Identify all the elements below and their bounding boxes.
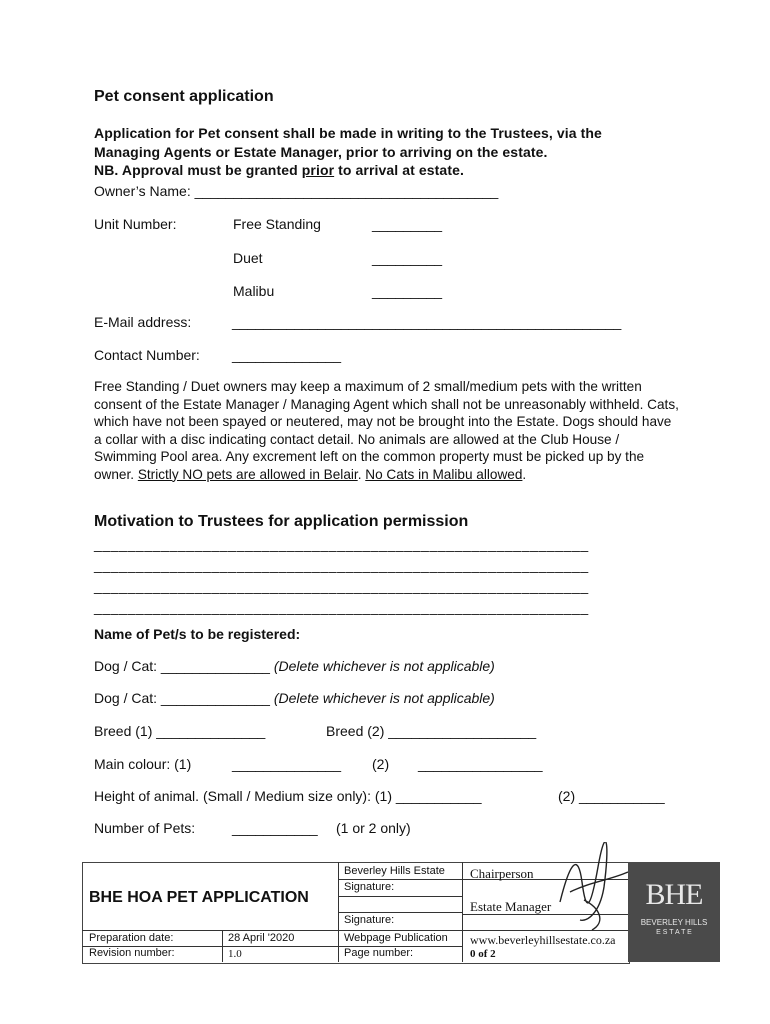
footer-prep-date-label: Preparation date: — [89, 932, 174, 944]
pet-2-blank[interactable]: ______________ — [160, 690, 270, 706]
motivation-line-3[interactable]: ___________________________________________________________ — [94, 578, 589, 594]
main-colour-2-label: (2) — [372, 756, 390, 772]
page-title: Pet consent application — [94, 88, 274, 105]
intro-nb-text: NB. Approval must be granted — [94, 162, 302, 178]
footer-estate-name: Beverley Hills Estate — [344, 865, 445, 877]
intro-prior-word: prior — [301, 162, 335, 178]
intro-line-1: Application for Pet consent shall be made in writing to the Trustees, via the — [94, 125, 602, 141]
breed-1-field[interactable]: Breed (1) ______________ — [94, 723, 266, 739]
unit-number-label: Unit Number: — [94, 216, 177, 232]
email-blank[interactable]: __________________________________________________ — [232, 314, 622, 330]
pet-1-row — [94, 658, 495, 674]
intro-nb-end: to arrival at estate. — [334, 162, 464, 178]
motivation-line-4[interactable]: ___________________________________________________________ — [94, 599, 589, 615]
pet-1-note: (Delete whichever is not applicable) — [273, 658, 495, 674]
footer-page-label: Page number: — [344, 947, 414, 959]
footer-page-value: 0 of 2 — [470, 948, 496, 960]
unit-option-free-standing: Free Standing — [233, 216, 321, 232]
footer-divider-2 — [462, 862, 463, 962]
logo-text-2: E S T A T E — [656, 929, 692, 936]
unit-option-malibu: Malibu — [233, 283, 275, 299]
logo-text-1: BEVERLEY HILLS — [640, 918, 708, 927]
footer-revision-value: 1.0 — [228, 948, 242, 960]
footer-signature-1-label: Signature: — [344, 881, 395, 893]
intro-line-2: Managing Agents or Estate Manager, prior to arriving on the estate. — [94, 144, 548, 160]
owner-name-label: Owner’s Name: — [94, 183, 191, 199]
email-label: E-Mail address: — [94, 314, 192, 330]
rules-end: . — [522, 466, 527, 482]
rules-sep: . — [357, 466, 366, 482]
intro-line-3 — [94, 161, 464, 180]
footer-app-title: BHE HOA PET APPLICATION — [89, 889, 309, 906]
contact-number-blank[interactable]: ______________ — [232, 347, 342, 363]
footer-estate-manager: Estate Manager — [470, 899, 552, 914]
logo-mark: BHE — [645, 878, 703, 911]
height-field[interactable]: Height of animal. (Small / Medium size only): (1) ___________ — [94, 788, 482, 804]
footer-signature-2-label: Signature: — [344, 914, 395, 926]
number-of-pets-note: (1 or 2 only) — [336, 820, 411, 836]
main-colour-label: Main colour: (1) — [94, 756, 192, 772]
breed-2-field[interactable]: Breed (2) ___________________ — [326, 723, 537, 739]
footer-revision-label: Revision number: — [89, 947, 175, 959]
main-colour-2-blank[interactable]: ________________ — [418, 756, 543, 772]
pet-1-label: Dog / Cat: — [94, 658, 158, 674]
footer-hline-4 — [338, 896, 462, 897]
signature-scribble — [540, 842, 630, 934]
motivation-line-1[interactable]: ___________________________________________________________ — [94, 536, 589, 552]
pet-2-note: (Delete whichever is not applicable) — [273, 690, 495, 706]
pet-2-label: Dog / Cat: — [94, 690, 158, 706]
footer-web-label: Webpage Publication — [344, 932, 448, 944]
motivation-heading: Motivation to Trustees for application permission — [94, 513, 469, 530]
rules-belair-note: Strictly NO pets are allowed in Belair — [137, 466, 358, 482]
unit-duet-blank[interactable]: _________ — [372, 250, 443, 266]
rules-text: Free Standing / Duet owners may keep a maximum of 2 small/medium pets with the written consent of the Estate Manager / Managing Agent which shall not be unreasonably withheld. Cats, which have not been spayed or neutered, may not be brought into the Estate. Dogs should have a collar with a disc indicating contact detail. No animals are allowed at the Club House / Swimming Pool area. Any excrement left on the common property must be picked up by the owner. — [94, 379, 679, 482]
number-of-pets-label: Number of Pets: — [94, 820, 196, 836]
footer-prep-date-value: 28 April '2020 — [228, 932, 295, 944]
bhe-logo — [628, 862, 720, 962]
height-2-field[interactable]: (2) ___________ — [558, 788, 665, 804]
unit-free-standing-blank[interactable]: _________ — [372, 216, 443, 232]
pet-1-blank[interactable]: ______________ — [160, 658, 270, 674]
main-colour-1-blank[interactable]: ______________ — [232, 756, 342, 772]
pets-heading: Name of Pet/s to be registered: — [94, 626, 301, 642]
owner-name-field[interactable] — [94, 183, 498, 199]
footer-web-value[interactable]: www.beverleyhillsestate.co.za — [470, 933, 616, 947]
rules-malibu-note: No Cats in Malibu allowed — [365, 466, 523, 482]
footer-chairperson: Chairperson — [470, 866, 534, 881]
pet-2-row — [94, 690, 495, 706]
contact-number-label: Contact Number: — [94, 347, 200, 363]
motivation-line-2[interactable]: ___________________________________________________________ — [94, 557, 589, 573]
owner-name-blank[interactable]: _______________________________________ — [194, 183, 499, 199]
pet-rules-paragraph — [94, 378, 679, 483]
unit-option-duet: Duet — [233, 250, 263, 266]
unit-malibu-blank[interactable]: _________ — [372, 283, 443, 299]
number-of-pets-blank[interactable]: ___________ — [232, 820, 318, 836]
footer-hline-5 — [338, 912, 462, 913]
